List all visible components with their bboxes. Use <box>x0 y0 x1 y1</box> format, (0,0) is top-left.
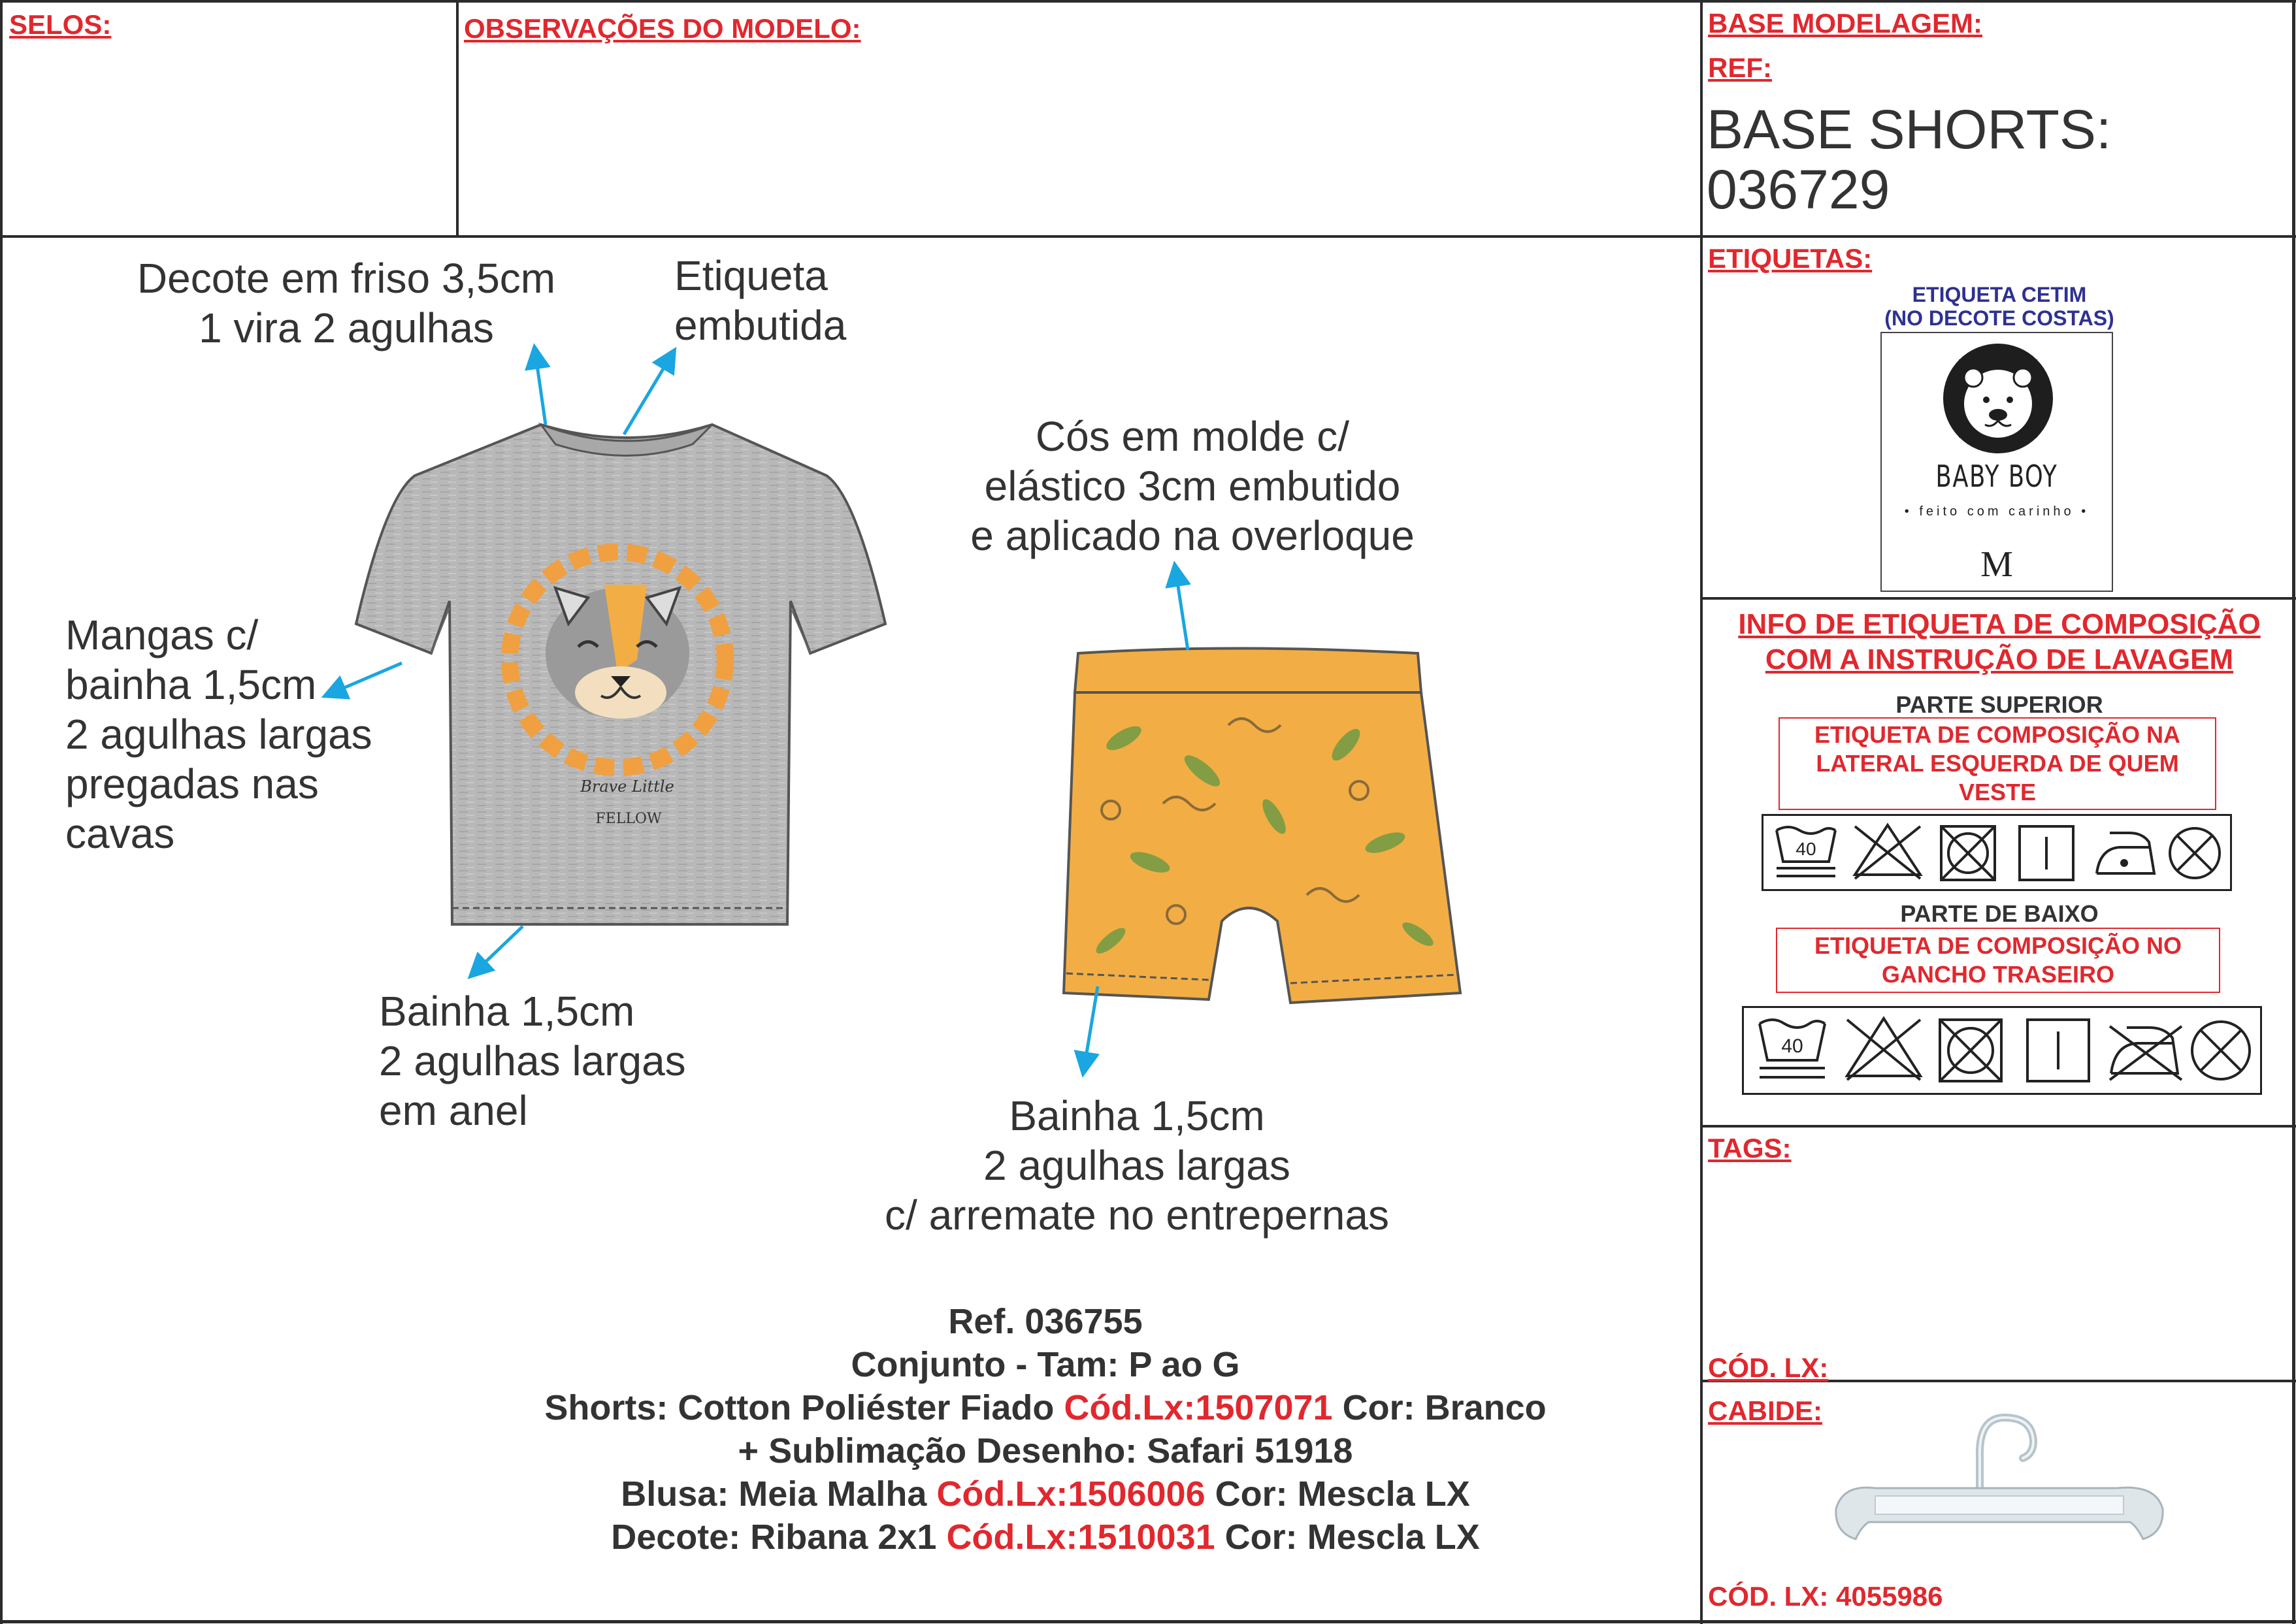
parte-superior-box: ETIQUETA DE COMPOSIÇÃO NA LATERAL ESQUERDA DE QUEM VESTE <box>1779 717 2216 810</box>
note-cos: Cós em molde c/ elástico 3cm embutido e aplicado na overloque <box>970 413 1415 559</box>
lion-logo-icon <box>1939 340 2057 457</box>
decote-code: Cód.Lx:1510031 <box>946 1518 1215 1557</box>
summary-decote <box>196 1516 1895 1559</box>
tags-label: TAGS: <box>1708 1133 1792 1163</box>
wash-temp-superior: 40 <box>1796 839 1816 859</box>
summary-ref: Ref. 036755 <box>948 1302 1143 1341</box>
care-symbols-baixo <box>1742 1006 2262 1095</box>
print-line-2: FELLOW <box>595 811 662 827</box>
note-decote: Decote em friso 3,5cm 1 vira 2 agulhas <box>137 255 556 351</box>
hanger-icon <box>1829 1411 2169 1555</box>
print-line-1: Brave Little <box>580 777 674 796</box>
brand-name: BABY BOY <box>1935 459 2058 494</box>
divider-composicao <box>1701 1125 2296 1128</box>
selos-label: SELOS: <box>9 9 112 40</box>
shorts-color: Cor: Branco <box>1332 1388 1547 1427</box>
parte-superior-label: PARTE SUPERIOR <box>1895 691 2103 718</box>
blusa-code: Cód.Lx:1506006 <box>936 1474 1205 1514</box>
base-shorts-title: BASE SHORTS: <box>1707 99 2112 160</box>
observacoes-label: OBSERVAÇÕES DO MODELO: <box>464 13 861 44</box>
no-bleach-icon <box>1855 825 1920 879</box>
no-tumble-dry-icon <box>1940 1020 2001 1081</box>
shorts-drawing <box>1064 649 1460 1003</box>
iron-low-icon <box>2097 833 2154 873</box>
composicao-title-1: INFO DE ETIQUETA DE COMPOSIÇÃO <box>1738 608 2261 640</box>
blusa-fabric: Blusa: Meia Malha <box>621 1474 937 1514</box>
no-iron-icon <box>2110 1026 2182 1080</box>
line-dry-icon <box>2020 826 2073 880</box>
no-dry-clean-icon <box>2170 828 2220 878</box>
ref-label: REF: <box>1708 52 1772 83</box>
no-bleach-icon <box>1847 1018 1920 1080</box>
no-tumble-dry-icon <box>1941 826 1995 880</box>
tags-cod-lx-label: CÓD. LX: <box>1708 1352 1829 1383</box>
cabide-cod-lx: CÓD. LX: 4055986 <box>1708 1581 1943 1612</box>
summary-shorts <box>196 1386 1895 1429</box>
no-dry-clean-icon <box>2192 1022 2250 1079</box>
summary-conjunto: Conjunto - Tam: P ao G <box>851 1345 1240 1384</box>
base-modelagem-label: BASE MODELAGEM: <box>1708 8 1982 39</box>
tshirt-drawing <box>356 425 885 924</box>
border-bottom <box>0 1620 2296 1623</box>
parte-baixo-box: ETIQUETA DE COMPOSIÇÃO NO GANCHO TRASEIRO <box>1776 928 2220 993</box>
decote-fabric: Decote: Ribana 2x1 <box>611 1518 947 1557</box>
cabide-label: CABIDE: <box>1708 1395 1822 1426</box>
wash-temp-baixo: 40 <box>1781 1035 1803 1057</box>
etiquetas-label: ETIQUETAS: <box>1708 243 1873 274</box>
care-symbols-superior <box>1762 814 2232 891</box>
blusa-color: Cor: Mescla LX <box>1205 1474 1470 1514</box>
brand-tagline: • feito com carinho • <box>1904 504 2090 519</box>
cetim-title-1: ETIQUETA CETIM <box>1912 283 2087 306</box>
note-etiqueta: Etiqueta embutida <box>674 252 847 349</box>
label-size: M <box>1980 544 2013 585</box>
base-shorts-code: 036729 <box>1707 159 1890 220</box>
cetim-title-2: (NO DECOTE COSTAS) <box>1884 306 2114 330</box>
composicao-title-2: COM A INSTRUÇÃO DE LAVAGEM <box>1765 643 2234 675</box>
note-bainha-blusa: Bainha 1,5cm 2 agulhas largas em anel <box>379 988 686 1134</box>
summary-blusa <box>196 1472 1895 1516</box>
shorts-fabric: Shorts: Cotton Poliéster Fiado <box>544 1388 1064 1427</box>
summary-sublimacao: + Sublimação Desenho: Safari 51918 <box>738 1431 1353 1470</box>
parte-baixo-label: PARTE DE BAIXO <box>1900 900 2099 927</box>
line-dry-icon <box>2027 1020 2089 1081</box>
satin-label-card <box>1880 332 2113 592</box>
note-mangas: Mangas c/ bainha 1,5cm 2 agulhas largas pregadas nas cavas <box>65 611 372 857</box>
note-bainha-shorts: Bainha 1,5cm 2 agulhas largas c/ arremate no entrepernas <box>885 1092 1389 1239</box>
material-summary <box>196 1300 1895 1559</box>
decote-color: Cor: Mescla LX <box>1215 1518 1480 1557</box>
divider-etiquetas <box>1701 597 2296 600</box>
shorts-code: Cód.Lx:1507071 <box>1064 1388 1333 1427</box>
